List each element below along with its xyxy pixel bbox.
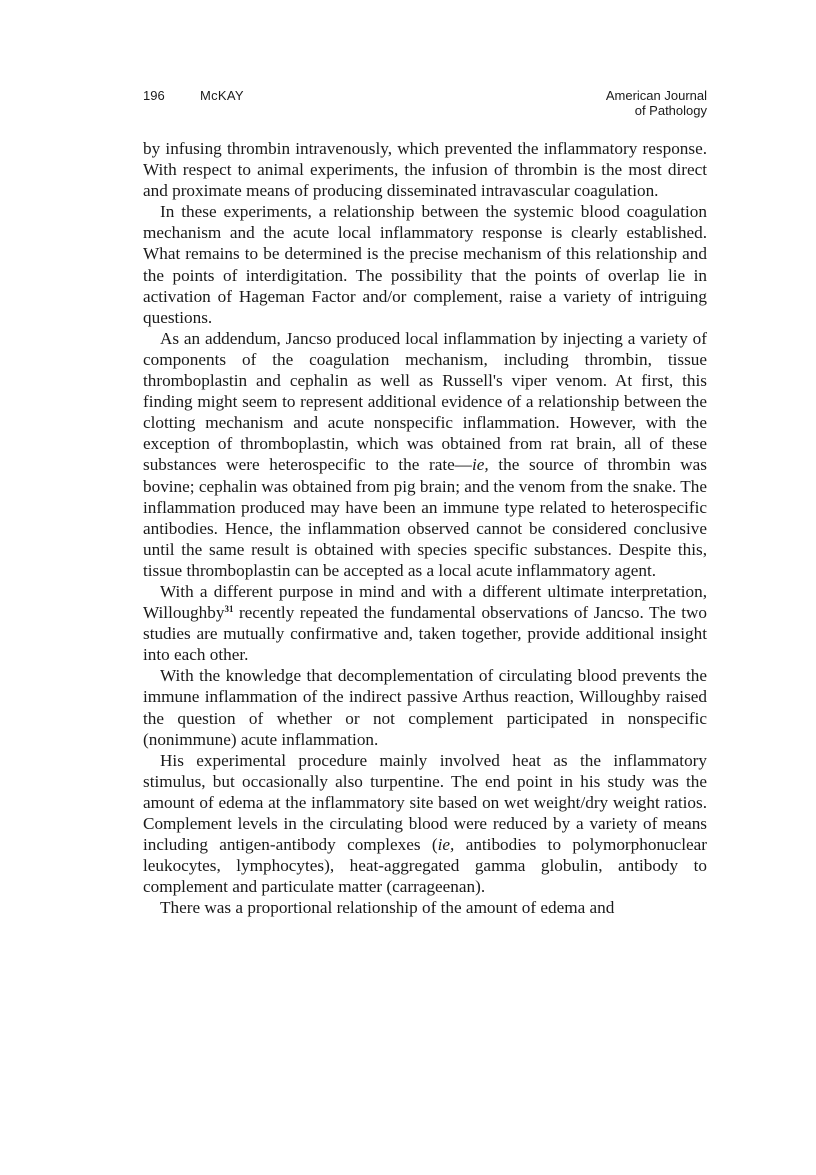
journal-name-line2: of Pathology <box>634 103 707 118</box>
running-author: McKAY <box>200 88 244 103</box>
paragraph-4 <box>143 581 707 665</box>
paragraph-3-text-b: the source of thrombin was bovine; cephalin was obtained from pig brain; and the venom from the snake. The inflammation produced may have been an immune type related to heterospecific antibodies. Hence, the inflammation observed cannot be considered conclusive until the same result is obtained with species specific substances. Despite this, tissue thromboplastin can be accepted as a local acute inflammatory agent. <box>143 455 707 580</box>
paragraph-6-text-a: His experimental procedure mainly involved heat as the inflammatory stimulus, but occasionally also turpentine. The end point in his study was the amount of edema at the inflammatory site based on wet weight/dry weight ratios. Complement levels in the circulating blood were reduced by a variety of means including antigen-antibody complexes ( <box>143 750 707 855</box>
paragraph-4-text-b: recently repeated the fundamental observations of Jancso. The two studies are mutually confirmative and, taken together, provide additional insight into each other. <box>143 603 707 665</box>
paragraph-6-text-b: antibodies to polymorphonuclear leukocytes, lymphocytes), heat-aggregated gamma globulin, antibody to complement and particulate matter (carrageenan). <box>143 835 707 897</box>
journal-name <box>606 88 707 118</box>
paragraph-4-text-a: With a different purpose in mind and with a different ultimate interpretation, Willoughby <box>143 581 707 623</box>
paragraph-1: by infusing thrombin intravenously, which prevented the inflammatory response. With respect to animal experiments, the infusion of thrombin is the most direct and proximate means of producing disseminated intravascular coagulation. <box>143 139 707 201</box>
paragraph-6 <box>143 750 707 898</box>
journal-name-line1: American Journal <box>605 88 707 103</box>
body-text <box>143 138 707 918</box>
paragraph-2: In these experiments, a relationship between the systemic blood coagulation mechanism and the acute local inflammatory response is clearly established. What remains to be determined is the precise mechanism of this relationship and the points of interdigitation. The possibility that the points of overlap lie in activation of Hageman Factor and/or complement, raise a variety of intriguing questions. <box>143 202 707 327</box>
paragraph-3 <box>143 328 707 581</box>
paragraph-3-text-a: As an addendum, Jancso produced local inflammation by injecting a variety of components of the coagulation mechanism, including thrombin, tissue thromboplastin and cephalin as well as Russell's viper venom. At first, this finding might seem to represent additional evidence of a relationship between the clotting mechanism and acute nonspecific inflammation. However, with the exception of thromboplastin, which was obtained from rat brain, all of these substances were heterospecific to the rate— <box>143 328 707 475</box>
running-header <box>143 88 707 122</box>
reference-31: 31 <box>224 604 234 615</box>
paragraph-3-ie: ie, <box>471 455 489 475</box>
paragraph-5: With the knowledge that decomplementation of circulating blood prevents the immune inflammation of the indirect passive Arthus reaction, Willoughby raised the question of whether or not complement participated in nonspecific (nonimmune) acute inflammation. <box>143 666 707 749</box>
page-number: 196 <box>143 88 165 103</box>
paragraph-7: There was a proportional relationship of the amount of edema and <box>160 898 615 918</box>
paragraph-6-ie: ie, <box>437 835 455 855</box>
